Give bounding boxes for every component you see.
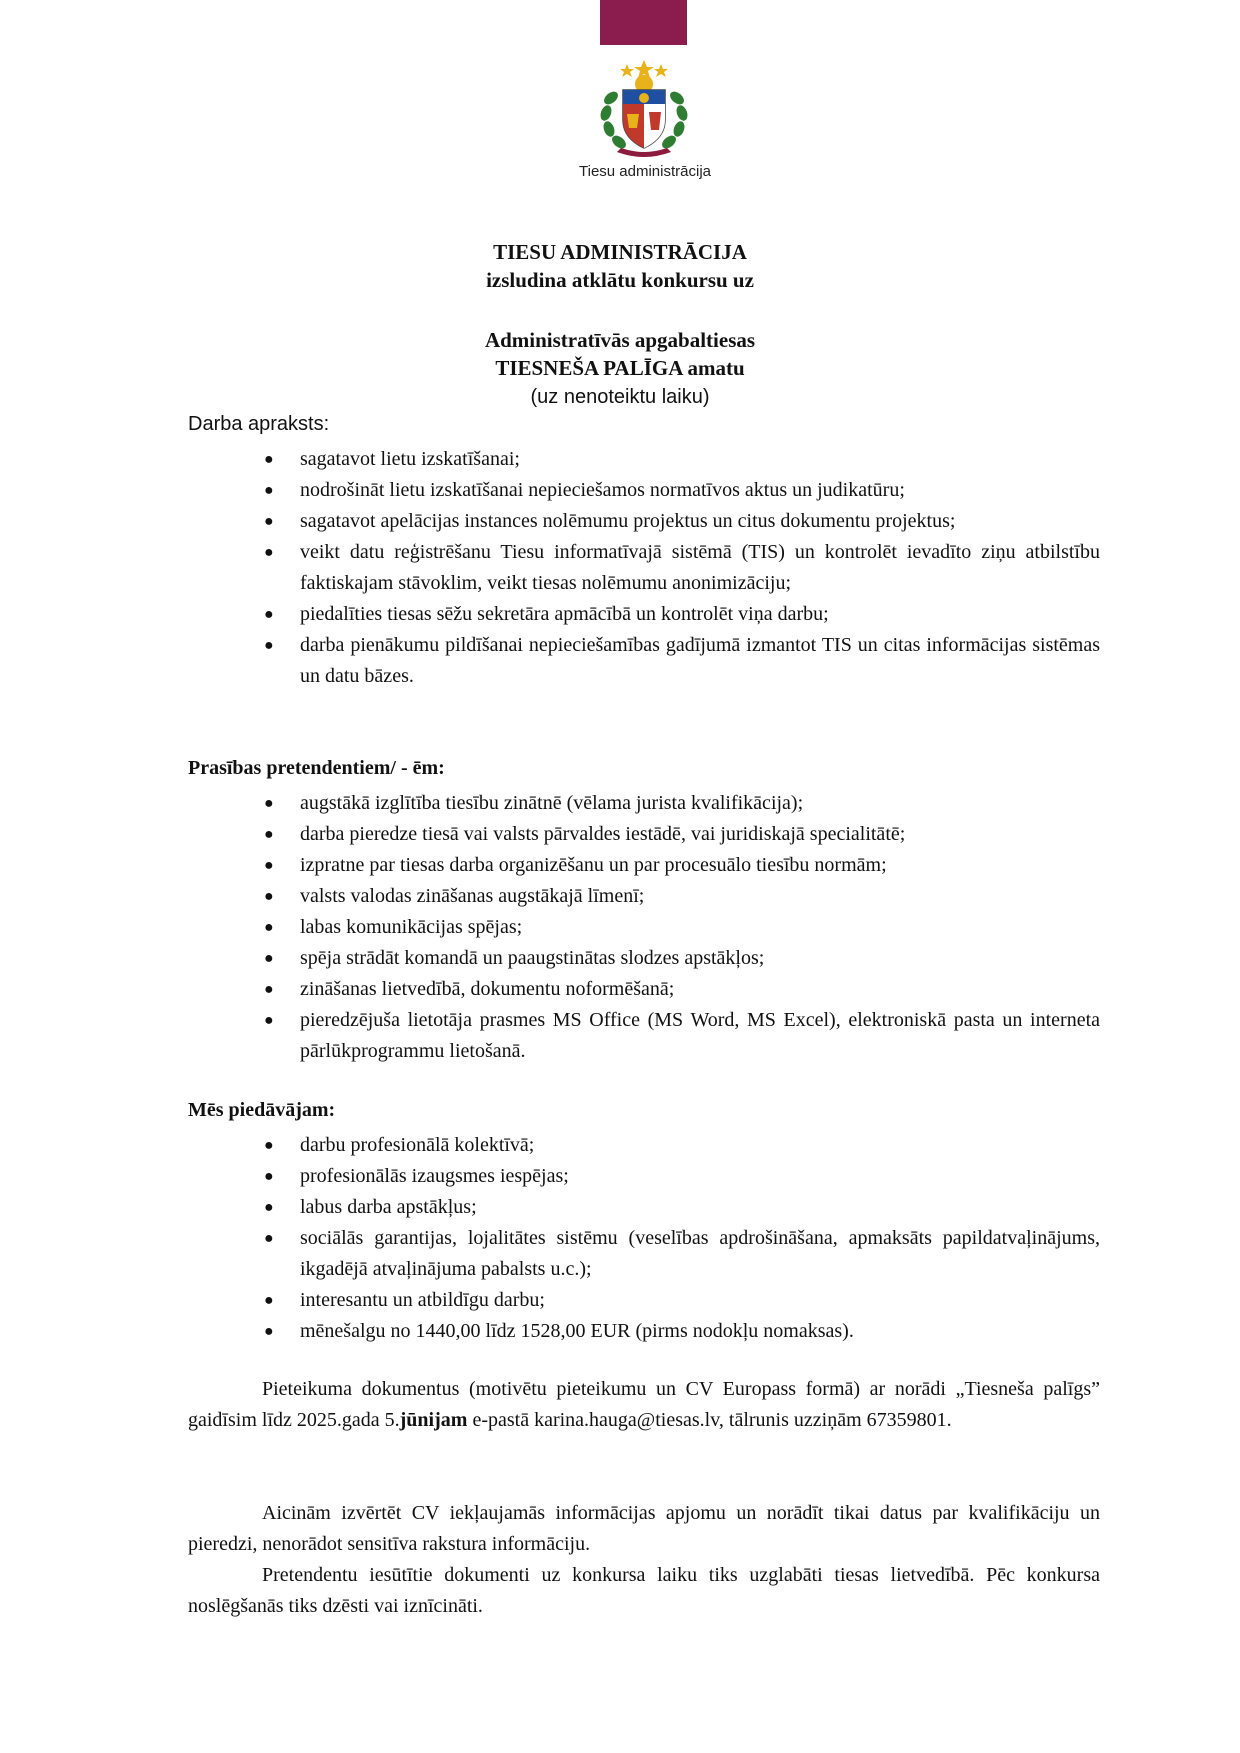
- list-item: ● sagatavot apelācijas instances nolēmumu projektus un citus dokumentu projektus;: [264, 510, 956, 532]
- offer-title: Mēs piedāvājam:: [188, 1099, 336, 1121]
- list-item: ● mēnešalgu no 1440,00 līdz 1528,00 EUR (pirms nodokļu nomaksas).: [264, 1320, 854, 1342]
- offer-list: [264, 1130, 1100, 1347]
- list-item: ● interesantu un atbildīgu darbu;: [264, 1289, 545, 1311]
- documents-notice-paragraph: Pretendentu iesūtītie dokumenti uz konkursa laiku tiks uzglabāti tiesas lietvedībā. Pēc konkursa noslēgšanās tiks dzēsti vai iznīcināti.: [188, 1564, 1100, 1617]
- list-item: ● veikt datu reģistrēšanu Tiesu informatīvajā sistēmā (TIS) un kontrolēt ievadīto ziņu atbilstību faktiskajam stāvoklim, veikt tiesas nolēmumu anonimizāciju;: [264, 541, 1100, 594]
- list-item: ● sagatavot lietu izskatīšanai;: [264, 448, 520, 470]
- org-label: Tiesu administrācija: [579, 163, 711, 180]
- list-item: ● spēja strādāt komandā un paaugstinātas slodzes apstākļos;: [264, 947, 765, 969]
- list-item: ● valsts valodas zināšanas augstākajā līmenī;: [264, 885, 645, 907]
- list-item: ● pieredzējuša lietotāja prasmes MS Office (MS Word, MS Excel), elektroniskā pasta un interneta pārlūkprogrammu lietošanā.: [264, 1009, 1100, 1062]
- header-org: TIESU ADMINISTRĀCIJA: [493, 240, 747, 264]
- requirements-list: [264, 788, 1100, 1067]
- list-item: ● darba pienākumu pildīšanai nepieciešamības gadījumā izmantot TIS un citas informācijas sistēmas un datu bāzes.: [264, 634, 1100, 687]
- list-item: ● augstākā izglītība tiesību zinātnē (vēlama jurista kvalifikācija);: [264, 792, 804, 814]
- list-item: ● labas komunikācijas spējas;: [264, 916, 523, 938]
- list-item: ● profesionālās izaugsmes iespējas;: [264, 1165, 569, 1187]
- header-announcement: izsludina atklātu konkursu uz: [486, 268, 754, 292]
- requirements-title: Prasības pretendentiem/ - ēm:: [188, 757, 445, 779]
- list-item: ● sociālās garantijas, lojalitātes sistēmu (veselības apdrošināšana, apmaksāts papildatvaļinājums, ikgadējā atvaļinājuma pabalsts u.c.);: [264, 1227, 1100, 1280]
- header-term: (uz nenoteiktu laiku): [530, 386, 710, 408]
- document-header: [0, 238, 1240, 412]
- job-description-title: Darba apraksts:: [188, 413, 330, 435]
- cv-notice-paragraph: Aicinām izvērtēt CV iekļaujamās informācijas apjomu un norādīt tikai datus par kvalifikāciju un pieredzi, nenorādot sensitīva rakstura informāciju.: [188, 1502, 1100, 1555]
- list-item: ● darba pieredze tiesā vai valsts pārvaldes iestādē, vai juridiskajā specialitātē;: [264, 823, 906, 845]
- list-item: ● labus darba apstākļus;: [264, 1196, 477, 1218]
- coat-of-arms-logo: [597, 58, 691, 162]
- brand-bar: [600, 0, 687, 45]
- list-item: ● zināšanas lietvedībā, dokumentu noformēšanā;: [264, 978, 675, 1000]
- application-text-after: e-pastā karina.hauga@tiesas.lv, tālrunis uzziņām 67359801.: [467, 1409, 952, 1431]
- list-item: ● nodrošināt lietu izskatīšanai nepieciešamos normatīvos aktus un judikatūru;: [264, 479, 905, 501]
- list-item: ● darbu profesionālā kolektīvā;: [264, 1134, 535, 1156]
- application-paragraph: [188, 1374, 1100, 1436]
- application-text-before: Pieteikuma dokumentus (motivētu pieteikumu un CV Europass formā) ar norādi „Tiesneša palīgs” gaidīsim līdz 2025.gada 5.: [188, 1378, 1100, 1431]
- application-deadline: jūnijam: [399, 1409, 468, 1431]
- header-position: TIESNEŠA PALĪGA amatu: [495, 356, 745, 380]
- job-description-list: [264, 444, 1100, 692]
- list-item: ● piedalīties tiesas sēžu sekretāra apmācībā un kontrolēt viņa darbu;: [264, 603, 829, 625]
- list-item: ● izpratne par tiesas darba organizēšanu un par procesuālo tiesību normām;: [264, 854, 887, 876]
- header-court: Administratīvās apgabaltiesas: [484, 328, 756, 352]
